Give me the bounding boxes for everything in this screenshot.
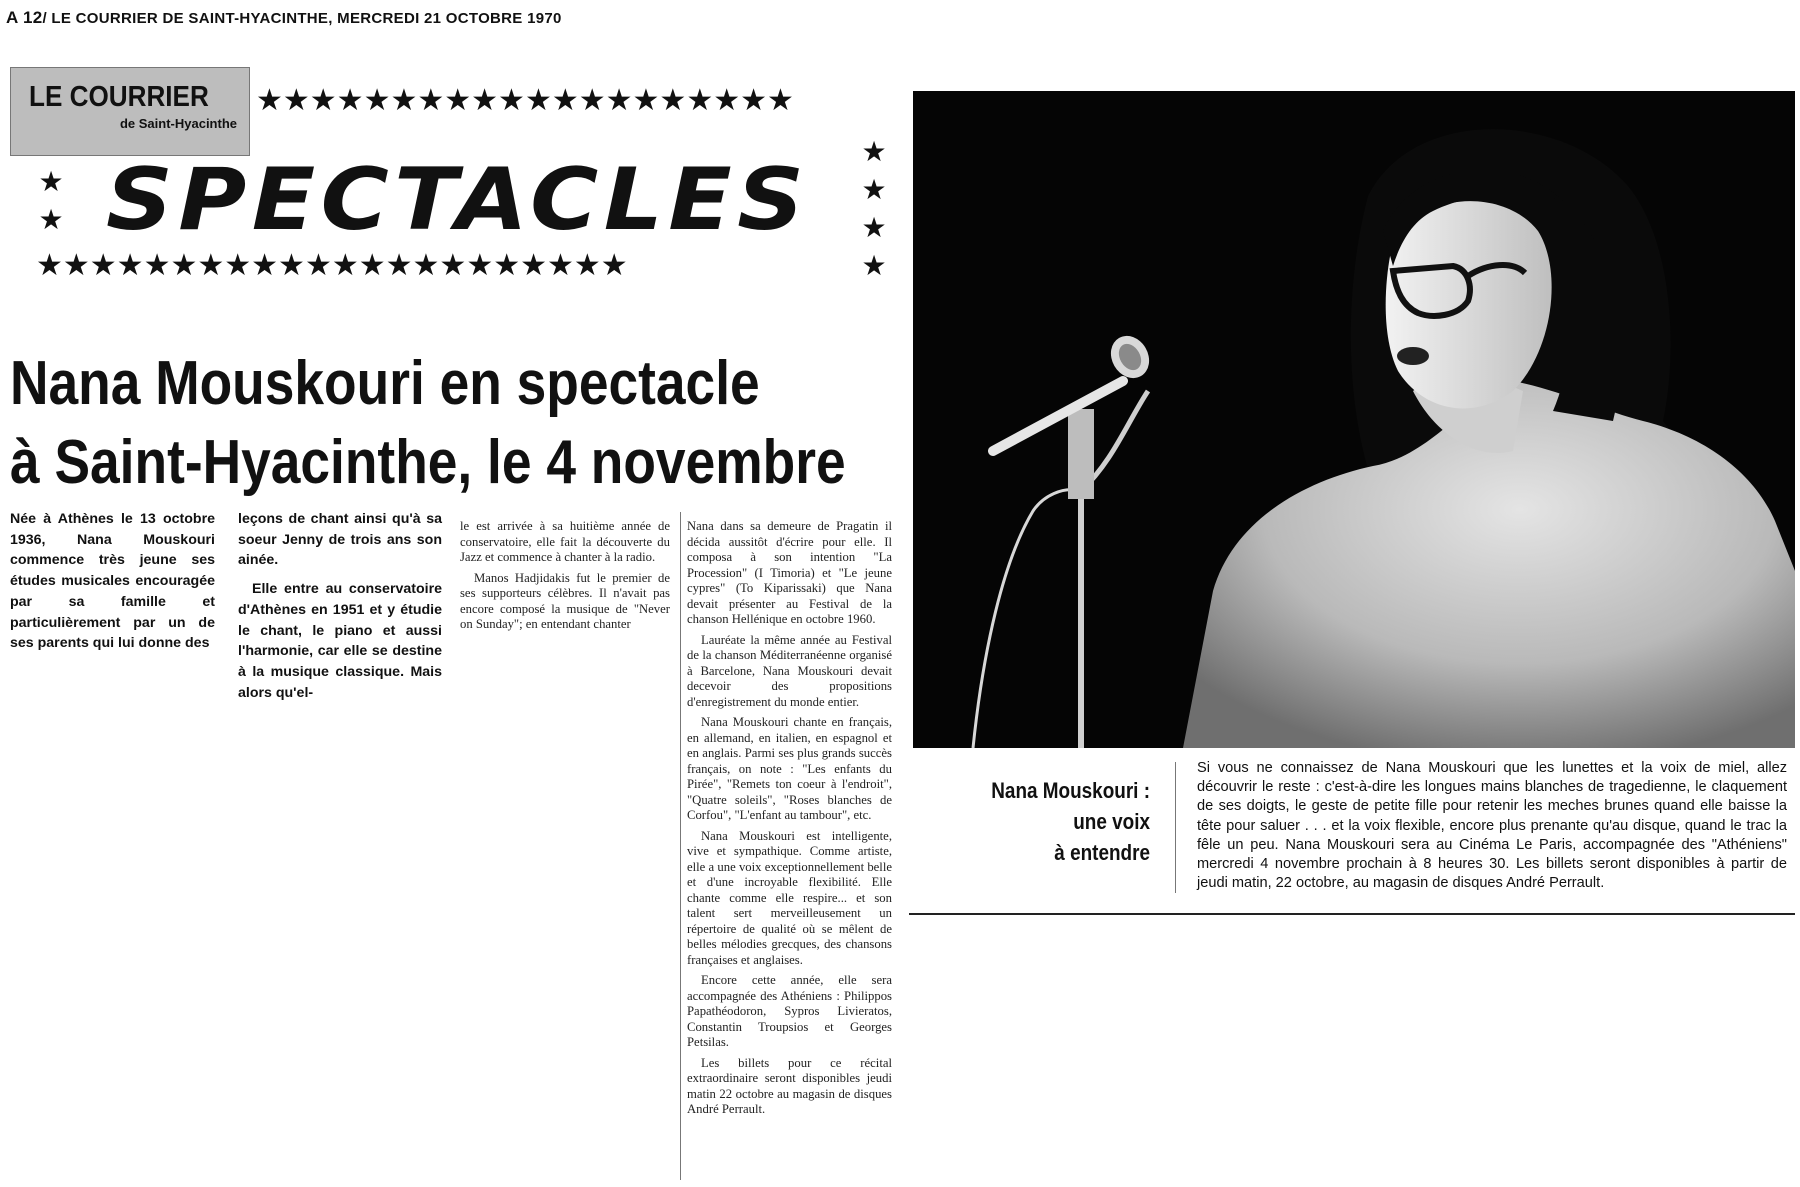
caption-body: Si vous ne connaissez de Nana Mouskouri que les lunettes et la voix de miel, allez découvrir le reste : c'est-à-dire les longues mains blanches de tragedienne, le claquement de ses doigts, le geste de petite fille pour retenir les meches brunes quand elle baisse la tête pour saluer . . . et la voix flexible, encore plus prenante qu'au disque, quand le trac la fêle un peu. Nana Mouskouri sera au Cinéma Le Paris, accompagnée des "Athéniens" mercredi 4 novembre prochain à 8 heures 30. Les billets seront disponibles à partir de jeudi matin, 22 octobre, au magasin de disques André Perrault. — [1197, 760, 1787, 892]
caption-bottom-rule — [909, 913, 1795, 915]
article-column-4 — [687, 519, 892, 1123]
section-title: SPECTACLES — [106, 150, 810, 250]
logo-title: LE COURRIER — [29, 81, 209, 113]
article-column-2 — [238, 509, 442, 711]
paragraph: Nana Mouskouri est intelligente, vive et sympathique. Comme artiste, elle a une voix exceptionnellement belle et d'une incroyable flexibilité. Elle chante comme elle respire... et son talent sert merveilleusement un répertoire de qualité où se mêlent de belles mélodies grecques, des chansons françaises et anglaises. — [687, 828, 892, 967]
paragraph: Encore cette année, elle sera accompagnée des Athéniens : Philippos Papathéodoron, Sypros Livieratos, Constantin Troupsios et Georges Petsilas. — [687, 973, 892, 1049]
star-border-left: ★ ★ — [38, 165, 64, 236]
paragraph: leçons de chant ainsi qu'à sa soeur Jenny de trois ans son ainée. — [238, 511, 442, 569]
caption-title-line-2: une voix — [1073, 809, 1150, 834]
caption-title — [969, 775, 1150, 868]
newspaper-logo — [10, 67, 250, 156]
caption-title-line-1: Nana Mouskouri : — [991, 778, 1150, 803]
headline-line-2: à Saint-Hyacinthe, le 4 novembre — [10, 428, 846, 497]
photo-illustration — [913, 91, 1795, 748]
article-column-1 — [10, 509, 215, 662]
paragraph: Lauréate la même année au Festival de la chanson Méditerranéenne organisé à Barcelone, Nana Mouskouri devait decevoir des propositions d'enregistrement du monde entier. — [687, 632, 892, 709]
article-column-3 — [460, 519, 670, 638]
paragraph: Manos Hadjidakis fut le premier de ses supporteurs célèbres. Il n'avait pas encore composé la musique de "Never on Sunday"; en entendant chanter — [460, 570, 670, 631]
star-border-right: ★ ★ ★ ★ — [861, 135, 887, 282]
page-number: A 12 — [6, 8, 43, 27]
star-border-bottom: ★★★★★★★★★★★★★★★★★★★★★★ — [36, 248, 628, 283]
paragraph: Nana dans sa demeure de Pragatin il décida aussitôt d'écrire pour elle. Il composa à son intention "La Procession" (I Timoria) et "Le jeune cypres" (To Kiparissaki) que Nana devait présenter au Festival de la chanson Hellénique en octobre 1960. — [687, 519, 892, 626]
paragraph: Nana Mouskouri chante en français, en allemand, en italien, en espagnol et en anglais. Parmi ses plus grands succès français, on note : "Les enfants du Pirée", "Remets ton coeur à l'endroit", "Quatre soleils", "Roses blanches de Corfou", "L'enfant au tambour", etc. — [687, 715, 892, 822]
paragraph: Elle entre au conservatoire d'Athènes en 1951 et y étudie le chant, le piano et aussi l'harmonie, car elle se destine à la musique classique. Mais alors qu'el- — [238, 581, 442, 701]
caption-divider — [1175, 762, 1176, 893]
headline-line-1: Nana Mouskouri en spectacle — [10, 349, 760, 418]
folio-line: / LE COURRIER DE SAINT-HYACINTHE, MERCREDI 21 OCTOBRE 1970 — [42, 10, 562, 27]
singer-photo — [913, 91, 1795, 748]
star-border-top: ★★★★★★★★★★★★★★★★★★★★ — [256, 83, 794, 118]
logo-subtitle: de Saint-Hyacinthe — [119, 116, 237, 131]
paragraph: Les billets pour ce récital extraordinaire seront disponibles jeudi matin 22 octobre au magasin de disques André Perrault. — [687, 1055, 892, 1116]
article-headline — [10, 344, 846, 502]
page-folio — [6, 8, 562, 28]
column-divider — [680, 512, 681, 1180]
paragraph: Née à Athènes le 13 octobre 1936, Nana Mouskouri commence très jeune ses études musicales encouragée par sa famille et particulièrement par un de ses parents qui lui donne des — [10, 511, 215, 652]
caption-title-line-3: à entendre — [1054, 840, 1150, 865]
paragraph: le est arrivée à sa huitième année de conservatoire, elle fait la découverte du Jazz et commence à chanter à la radio. — [460, 519, 670, 564]
